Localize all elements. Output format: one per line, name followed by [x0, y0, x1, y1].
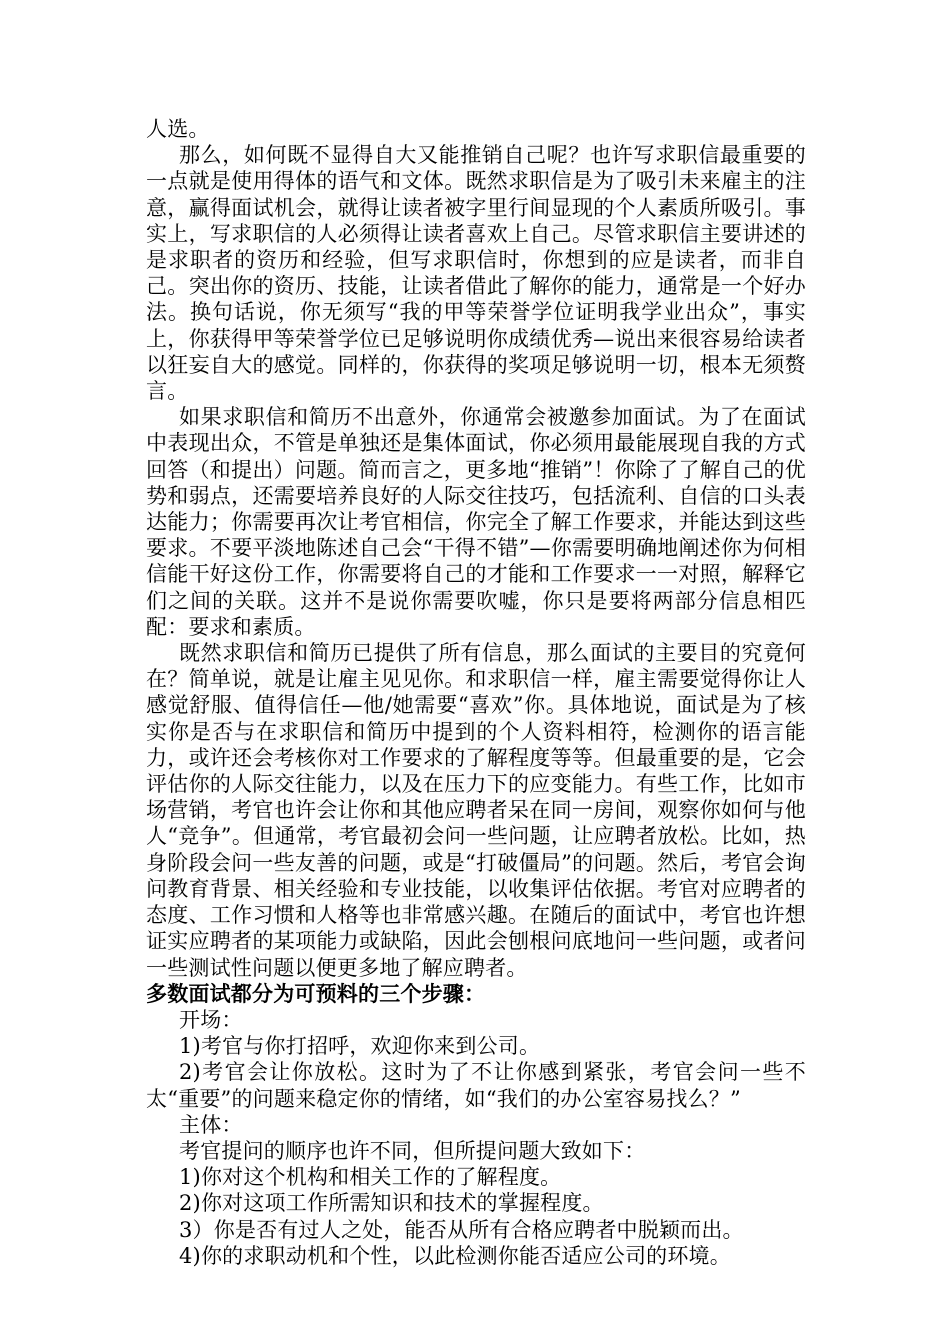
list-item: 3）你是否有过人之处，能否从所有合格应聘者中脱颖而出。 — [179, 1217, 744, 1242]
paragraph-tone-and-style: 那么，如何既不显得自大又能推销自己呢？也许写求职信最重要的一点就是使用得体的语气和文体。既然求职信是为了吸引未来雇主的注意，赢得面试机会，就得让读者被字里行间显现的个人素质所吸引。事实上，写求职信的人必须得让读者喜欢上自己。尽管求职信主要讲述的是求职者的资历和经验，但写求职信时，你想到的应是读者，而非自己。突出你的资历、技能，让读者借此了解你的能力，通常是一个好办法。换句话说，你无须写“我的甲等荣誉学位证明我学业出众”，事实上，你获得甲等荣誉学位已足够说明你成绩优秀—说出来很容易给读者以狂妄自大的感觉。同样的，你获得的奖项足够说明一切，根本无须赘言。 — [146, 143, 806, 404]
list-item: 2)考官会让你放松。这时为了不让你感到紧张，考官会问一些不太“重要”的问题来稳定你的情绪，如“我们的办公室容易找么？” — [146, 1060, 806, 1111]
list-item: 1)考官与你打招呼，欢迎你来到公司。 — [179, 1034, 541, 1059]
section-heading: 多数面试都分为可预料的三个步骤： — [146, 980, 486, 1006]
paragraph-continuation: 人选。 — [146, 117, 210, 141]
document-body — [146, 116, 806, 1269]
list-item: 4)你的求职动机和个性，以此检测你能否适应公司的环境。 — [179, 1243, 731, 1268]
paragraph-interview-purpose: 既然求职信和简历已提供了所有信息，那么面试的主要目的究竟何在？简单说，就是让雇主见见你。和求职信一样，雇主需要觉得你让人感觉舒服、值得信任—他/她需要“喜欢”你。具体地说，面试是为了核实你是否与在求职信和简历中提到的个人资料相符，检测你的语言能力，或许还会考核你对工作要求的了解程度等等。但最重要的是，它会评估你的人际交往能力，以及在压力下的应变能力。有些工作，比如市场营销，考官也许会让你和其他应聘者呆在同一房间，观察你如何与他人“竞争”。但通常，考官最初会问一些问题，让应聘者放松。比如，热身阶段会问一些友善的问题，或是“打破僵局”的问题。然后，考官会询问教育背景、相关经验和专业技能，以收集评估依据。考官对应聘者的态度、工作习惯和人格等也非常感兴趣。在随后的面试中，考官也许想证实应聘者的某项能力或缺陷，因此会刨根问底地问一些问题，或者问一些测试性问题以便更多地了解应聘者。 — [146, 641, 806, 980]
subheading-main-body: 主体： — [179, 1112, 243, 1137]
list-item: 2)你对这项工作所需知识和技术的掌握程度。 — [179, 1191, 604, 1216]
list-item: 1)你对这个机构和相关工作的了解程度。 — [179, 1165, 562, 1190]
paragraph-question-intro: 考官提问的顺序也许不同，但所提问题大致如下： — [179, 1138, 646, 1163]
paragraph-interview-prep: 如果求职信和简历不出意外，你通常会被邀参加面试。为了在面试中表现出众，不管是单独还是集体面试，你必须用最能展现自我的方式回答（和提出）问题。简而言之，更多地“推销”！你除了了解自己的优势和弱点，还需要培养良好的人际交往技巧，包括流利、自信的口头表达能力；你需要再次让考官相信，你完全了解工作要求，并能达到这些要求。不要平淡地陈述自己会“干得不错”—你需要明确地阐述你为何相信能干好这份工作，你需要将自己的才能和工作要求一一对照，解释它们之间的关联。这并不是说你需要吹嘘，你只是要将两部分信息相匹配：要求和素质。 — [146, 405, 806, 639]
subheading-opening: 开场： — [179, 1007, 243, 1032]
